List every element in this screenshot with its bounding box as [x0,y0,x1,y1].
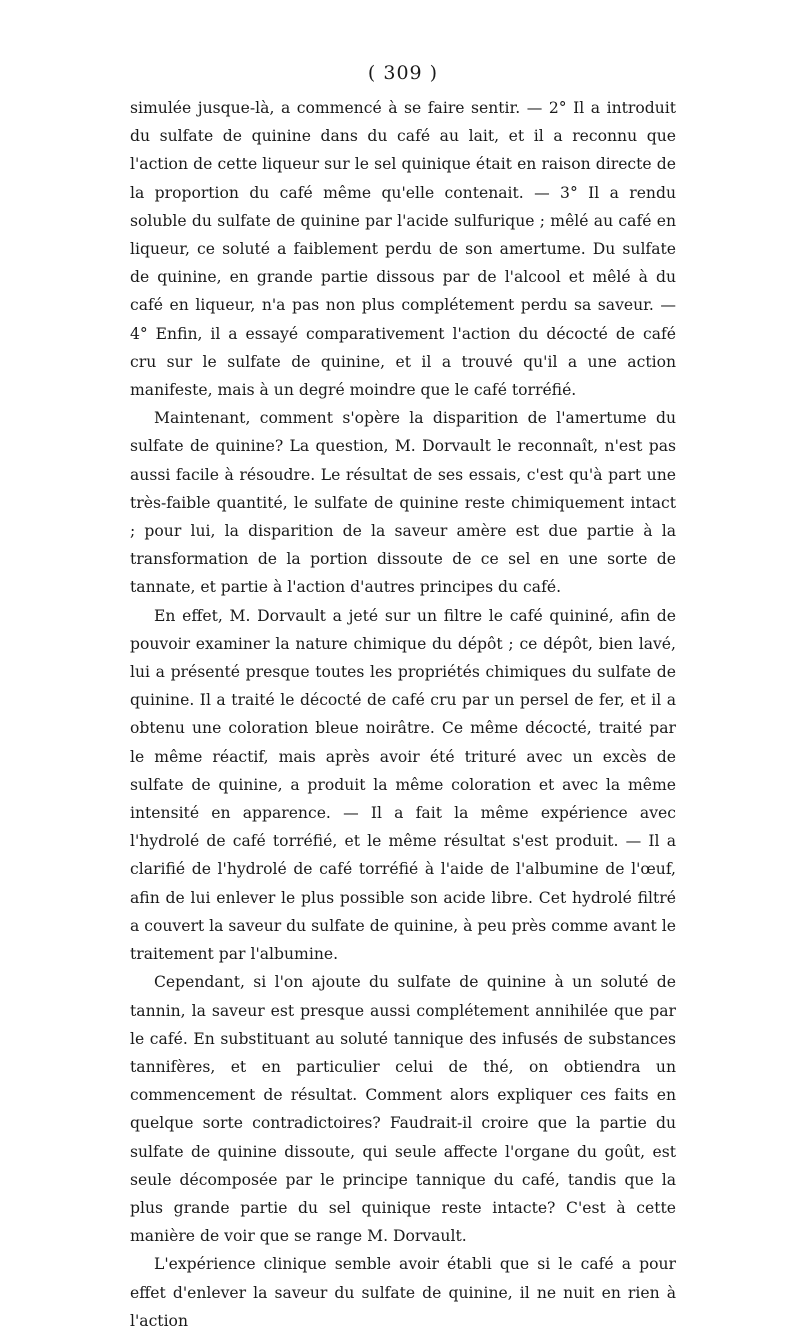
paragraph-filter-experiment: En effet, M. Dorvault a jeté sur un filtre le café quininé, afin de pouvoir examiner la nature chimique du dépôt ; ce dépôt, bien lavé, lui a présenté presque toutes les propriétés chimiques du sulfate de quinine. Il a traité le décocté de café cru par un persel de fer, et il a obtenu une coloration bleue noirâtre. Ce même décocté, traité par le même réactif, mais après avoir été trituré avec un excès de sulfate de quinine, a produit la même coloration et avec la même intensité en apparence. — Il a fait la même expérience avec l'hydrolé de café torréfié, et le même résultat s'est produit. — Il a clarifié de l'hydrolé de café torréfié à l'aide de l'albumine de l'œuf, afin de lui enlever le plus possible son acide libre. Cet hydrolé filtré a couvert la saveur du sulfate de quinine, à peu près comme avant le traitement par l'albumine. [130,606,676,964]
paragraph-bitterness-question: Maintenant, comment s'opère la disparition de l'amertume du sulfate de quinine? La question, M. Dorvault le reconnaît, n'est pas aussi facile à résoudre. Le résultat de ses essais, c'est qu'à part une très-faible quantité, le sulfate de quinine reste chimiquement intact ; pour lui, la disparition de la saveur amère est due partie à la transformation de la portion dissoute de ce sel en une sorte de tannate, et partie à l'action d'autres principes du café. [130,409,676,597]
book-page [130,60,676,1335]
paragraph-tannin: Cependant, si l'on ajoute du sulfate de quinine à un soluté de tannin, la saveur est presque aussi complétement annihilée que par le café. En substituant au soluté tannique des infusés de substances tannifères, et en particulier celui de thé, on obtiendra un commencement de résultat. Comment alors expliquer ces faits en quelque sorte contradictoires? Faudrait-il croire que la partie du sulfate de quinine dissoute, qui seule affecte l'organe du goût, est seule décomposée par le principe tannique du café, tandis que la plus grande partie du sel quinique reste intacte? C'est à cette manière de voir que se range M. Dorvault. [130,973,676,1246]
paragraph-clinical: L'expérience clinique semble avoir établi que si le café a pour effet d'enlever la saveur du sulfate de quinine, il ne nuit en rien à l'action [130,1255,676,1330]
paragraph-continuation: simulée jusque-là, a commencé à se faire sentir. — 2° Il a introduit du sulfate de quinine dans du café au lait, et il a reconnu que l'action de cette liqueur sur le sel quinique était en raison directe de la proportion du café même qu'elle contenait. — 3° Il a rendu soluble du sulfate de quinine par l'acide sulfurique ; mêlé au café en liqueur, ce soluté a faiblement perdu de son amertume. Du sulfate de quinine, en grande partie dissous par de l'alcool et mêlé à du café en liqueur, n'a pas non plus complétement perdu sa saveur. — 4° Enfin, il a essayé comparativement l'action du décocté de café cru sur le sulfate de quinine, et il a trouvé qu'il a une action manifeste, mais à un degré moindre que le café torréfié. [130,99,676,400]
page-number: ( 309 ) [367,62,439,84]
